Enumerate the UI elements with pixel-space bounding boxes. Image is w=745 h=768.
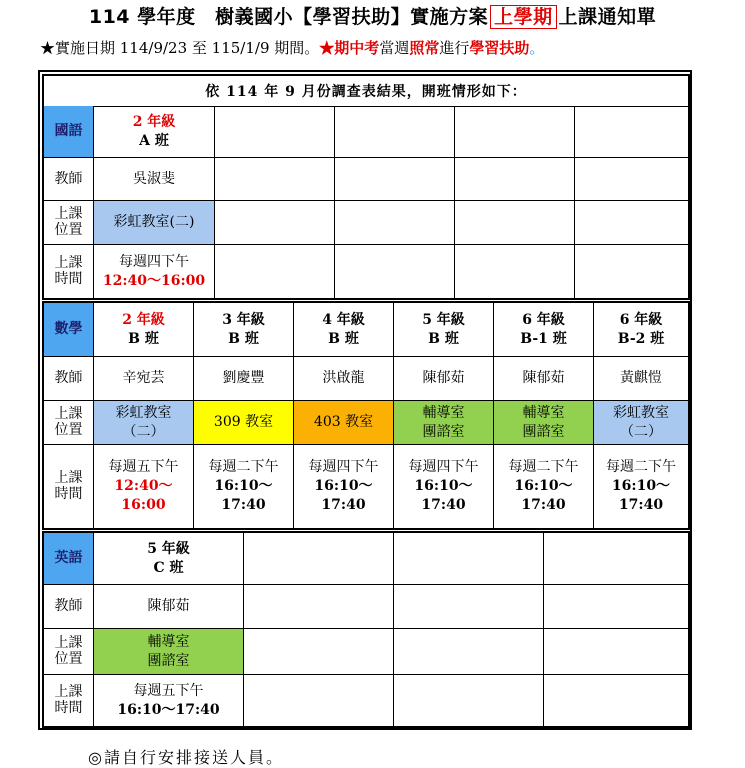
empty-cell — [544, 533, 688, 585]
empty-cell — [335, 158, 455, 201]
empty-cell — [544, 629, 688, 675]
math-teacher: 黃麒愷 — [594, 357, 688, 401]
chinese-block — [42, 74, 690, 300]
math-class-header: 4 年級 B 班 — [294, 303, 394, 357]
chinese-class-header: 2 年級 A 班 — [94, 106, 215, 158]
headline: 依 114 年 9 月份調查表結果，開班情形如下： — [44, 76, 688, 107]
empty-cell — [215, 158, 335, 201]
schedule-frame — [38, 70, 692, 730]
subject-english: 英語 — [44, 533, 94, 585]
math-time: 每週四下午 16:10～ 17:40 — [294, 445, 394, 528]
empty-cell — [244, 533, 394, 585]
row-label-time: 上課時間 — [44, 445, 94, 528]
empty-cell — [215, 245, 335, 298]
subject-chinese: 國語 — [44, 106, 94, 158]
empty-cell — [335, 245, 455, 298]
math-teacher: 洪啟龍 — [294, 357, 394, 401]
math-block — [42, 301, 690, 530]
empty-cell — [394, 675, 544, 726]
row-label-location: 上課位置 — [44, 201, 94, 245]
empty-cell — [244, 675, 394, 726]
pickup-note: ◎請自行安排接送人員。 — [88, 748, 284, 767]
math-teacher: 陳郁茹 — [394, 357, 494, 401]
empty-cell — [575, 201, 688, 245]
empty-cell — [215, 106, 335, 158]
math-time: 每週五下午 12:40～ 16:00 — [94, 445, 194, 528]
math-class-header: 6 年級 B-1 班 — [494, 303, 594, 357]
math-time: 每週二下午 16:10～ 17:40 — [606, 459, 676, 513]
row-label-location: 上課位置 — [44, 401, 94, 445]
empty-cell — [544, 675, 688, 726]
row-label-location: 上課位置 — [44, 629, 94, 675]
math-teacher: 陳郁茹 — [494, 357, 594, 401]
empty-cell — [575, 245, 688, 298]
empty-cell — [335, 201, 455, 245]
row-label-teacher: 教師 — [44, 158, 94, 201]
english-class-header: 5 年級 C 班 — [94, 533, 244, 585]
english-block — [42, 531, 690, 728]
math-location: 輔導室 團諮室 — [494, 401, 594, 445]
row-label-time: 上課時間 — [44, 245, 94, 298]
chinese-location: 彩虹教室(二) — [94, 201, 215, 245]
math-class-header: 2 年級 B 班 — [94, 303, 194, 357]
english-location: 輔導室 團諮室 — [94, 629, 244, 675]
english-teacher: 陳郁茹 — [94, 585, 244, 629]
english-time: 每週五下午 16:10～17:40 — [94, 675, 244, 726]
empty-cell — [215, 201, 335, 245]
empty-cell — [244, 629, 394, 675]
empty-cell — [575, 158, 688, 201]
implementation-dates: ★實施日期 114/9/23 至 115/1/9 期間。★期中考當週照常進行學習扶助。 — [40, 39, 545, 57]
math-teacher: 辛宛芸 — [94, 357, 194, 401]
row-label-teacher: 教師 — [44, 357, 94, 401]
chinese-teacher: 吳淑斐 — [94, 158, 215, 201]
math-time: 每週二下午 16:10～ 17:40 — [494, 445, 594, 528]
empty-cell — [394, 585, 544, 629]
empty-cell — [335, 106, 455, 158]
row-label-teacher: 教師 — [44, 585, 94, 629]
empty-cell — [394, 533, 544, 585]
math-class-header: 3 年級 B 班 — [194, 303, 294, 357]
empty-cell — [455, 158, 575, 201]
math-time: 每週二下午 16:10～ 17:40 — [194, 445, 294, 528]
empty-cell — [455, 106, 575, 158]
subject-math: 數學 — [44, 303, 94, 357]
math-teacher: 劉慶豐 — [194, 357, 294, 401]
empty-cell — [455, 245, 575, 298]
math-location: 309 教室 — [194, 401, 294, 445]
row-label-time: 上課時間 — [44, 675, 94, 726]
math-class-header: 6 年級 B-2 班 — [594, 303, 688, 357]
empty-cell — [575, 106, 688, 158]
math-location: 彩虹教室 （二） — [94, 401, 194, 445]
math-location: 403 教室 — [294, 401, 394, 445]
empty-cell — [455, 201, 575, 245]
empty-cell — [394, 629, 544, 675]
semester-badge: 上學期 — [490, 5, 557, 29]
math-location: 輔導室 團諮室 — [394, 401, 494, 445]
math-time: 每週四下午 16:10～ 17:40 — [394, 445, 494, 528]
math-location: 彩虹教室 （二） — [594, 401, 688, 445]
page-title: 114 學年度 樹義國小【學習扶助】實施方案 上學期 上課通知單 — [88, 6, 657, 28]
empty-cell — [544, 585, 688, 629]
empty-cell — [244, 585, 394, 629]
math-class-header: 5 年級 B 班 — [394, 303, 494, 357]
chinese-time: 每週四下午 12:40～16:00 — [94, 245, 215, 298]
